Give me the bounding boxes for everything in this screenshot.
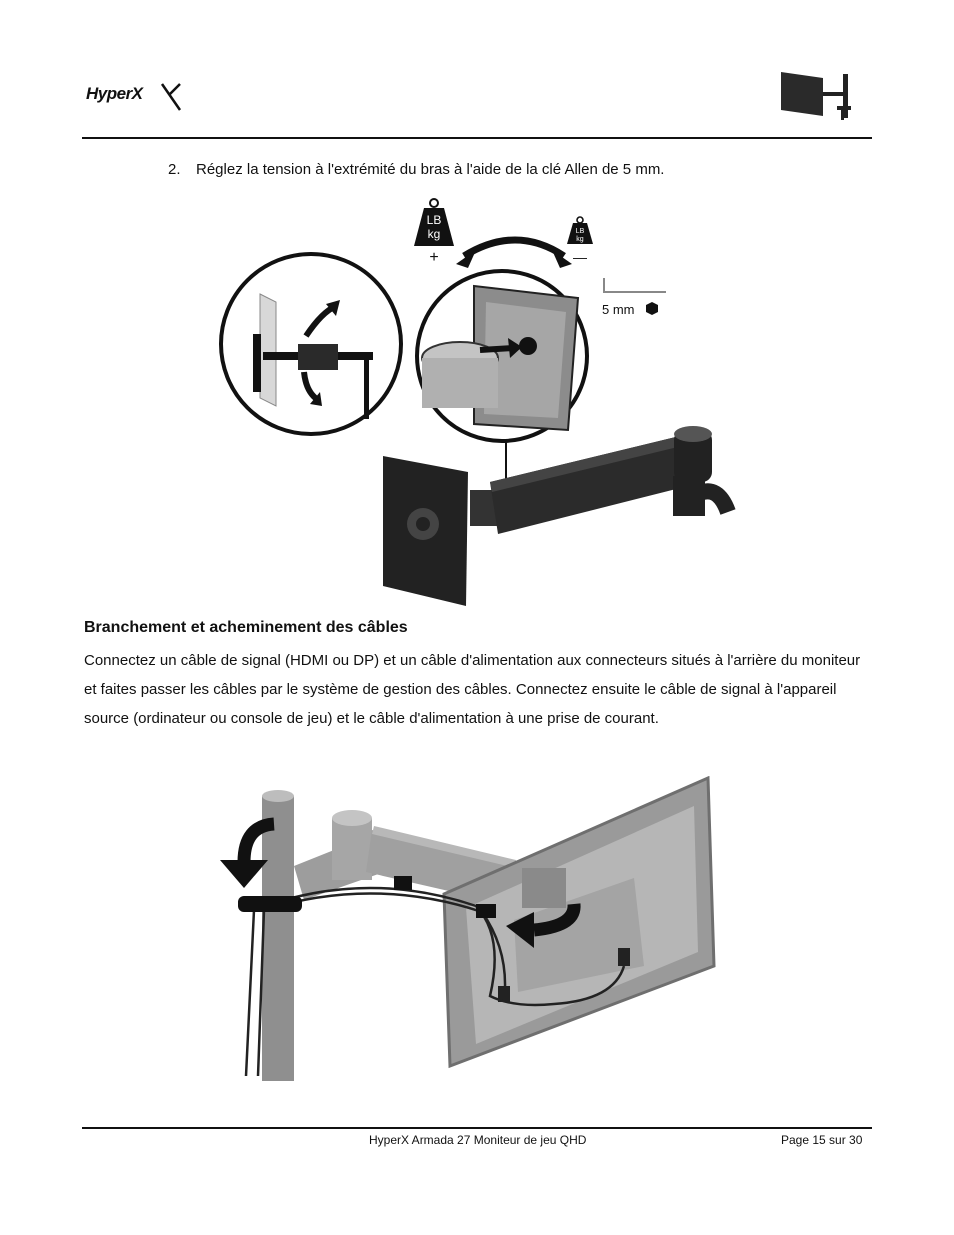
monitor-arm-icon — [779, 70, 855, 124]
header-rule — [82, 137, 872, 139]
weight-plus-icon — [414, 199, 454, 266]
cable-routing-illustration — [214, 776, 724, 1081]
monitor-back — [444, 778, 714, 1066]
allen-key-icon — [604, 278, 666, 292]
footer-rule — [82, 1127, 872, 1129]
step-number: 2. — [168, 161, 181, 178]
joint-closeup-detail — [417, 271, 587, 441]
section-heading: Branchement et acheminement des câbles — [84, 619, 408, 636]
vesa-plate — [383, 456, 500, 606]
weight-small-lb: LB — [575, 228, 585, 235]
pole — [262, 796, 294, 1081]
wrench-size-label: 5 mm — [602, 302, 635, 317]
weight-big-lb: LB — [426, 213, 442, 227]
tension-adjust-illustration — [218, 194, 738, 606]
step-text: Réglez la tension à l'extrémité du bras à l'aide de la clé Allen de 5 mm. — [196, 161, 665, 178]
monitor-tilt-detail — [221, 254, 401, 434]
section-paragraph: Connectez un câble de signal (HDMI ou DP) et un câble d'alimentation aux connecteurs situés à l'arrière du moniteur et faites passer les câbles par le système de gestion des câbles. Connectez ensuite le câble de signal à l'appareil source (ordinateur ou console de jeu) et le câble d'alimentation à une prise de courant. — [84, 652, 861, 727]
plus-sign: + — [429, 249, 439, 266]
hex-icon — [646, 302, 658, 315]
footer-doc-title: HyperX Armada 27 Moniteur de jeu QHD — [369, 1133, 587, 1147]
logo-wordmark: HyperX — [86, 84, 143, 103]
minus-sign: — — [573, 249, 587, 265]
weight-big-kg: kg — [427, 227, 441, 241]
hyperx-logo — [84, 80, 184, 114]
double-arrow-icon — [464, 240, 564, 256]
instruction-step — [168, 161, 664, 178]
weight-minus-icon — [567, 217, 593, 265]
footer-page-number: Page 15 sur 30 — [781, 1133, 863, 1147]
monitor-arm — [490, 426, 728, 534]
weight-small-kg: kg — [576, 236, 584, 243]
